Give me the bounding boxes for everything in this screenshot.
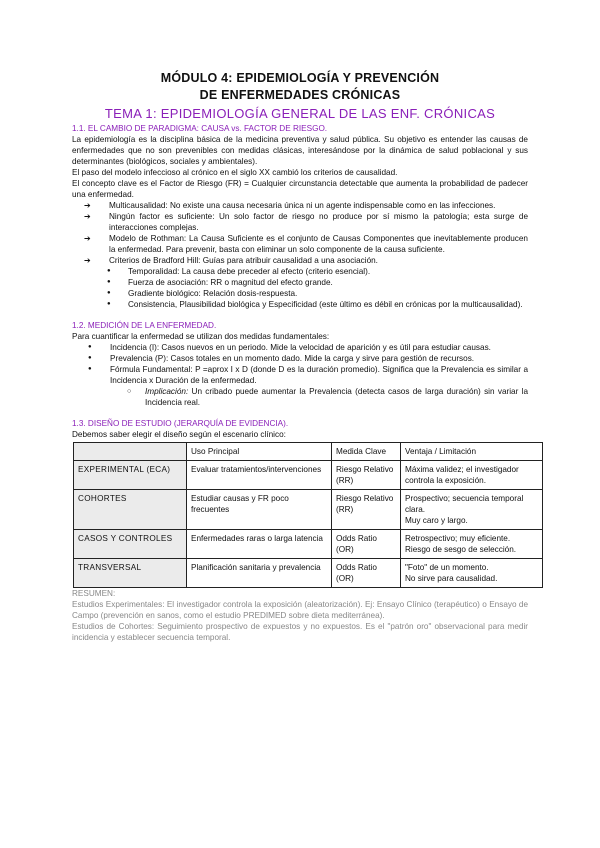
arrow-item-rothman: ➔ Modelo de Rothman: La Causa Suficiente es el conjunto de Causas Componentes que inevitablemente producen la enfermedad. Para prevenir, basta con eliminar un solo componente de la causa suficiente. [72, 233, 528, 255]
sub-item-implicacion [72, 386, 528, 408]
table-header-medida: Medida Clave [332, 443, 401, 461]
arrow-list-causalidad [72, 200, 528, 266]
table-cell-design: COHORTES [74, 490, 187, 530]
table-cell-medida: Riesgo Relativo (RR) [332, 490, 401, 530]
implicacion-label: Implicación: [145, 387, 189, 396]
arrow-item-bradford-hill: ➔ Criterios de Bradford Hill: Guías para atribuir causalidad a una asociación. [72, 255, 528, 266]
section-heading-1-2: 1.2. MEDICIÓN DE LA ENFERMEDAD. [72, 321, 217, 330]
summary-cohortes: Estudios de Cohortes: Seguimiento prospectivo de expuestos y no expuestos. Es el "patrón oro" observacional para medir incidencia y establecer secuencia temporal. [72, 622, 528, 642]
table-row [74, 530, 543, 559]
table-cell-ventaja: Máxima validez; el investigador controla la exposición. [401, 461, 543, 490]
implicacion-text: Un cribado puede aumentar la Prevalencia (detecta casos de larga duración) sin variar la Incidencia real. [145, 387, 528, 407]
table-cell-medida: Riesgo Relativo (RR) [332, 461, 401, 490]
table-cell-medida: Odds Ratio (OR) [332, 530, 401, 559]
bullet-item-incidencia: ● Incidencia (I): Casos nuevos en un periodo. Mide la velocidad de aparición y es útil para estudiar causas. [72, 342, 528, 353]
paragraph-epidemiologia: La epidemiología es la disciplina básica de la medicina preventiva y salud pública. Su objetivo es entender las causas de enfermedades que no son prevenibles con medidas clásicas, interesándose por la dinámica de salud poblacional y sus determinantes (biológicos, sociales y ambientales). [72, 135, 528, 166]
document-page [72, 70, 528, 643]
bullet-list-hill-criteria [72, 266, 528, 310]
table-cell-medida: Odds Ratio (OR) [332, 559, 401, 588]
arrow-item-multicausalidad: ➔ Multicausalidad: No existe una causa necesaria única ni un agente indispensable como en las infecciones. [72, 200, 528, 211]
bullet-list-medidas [72, 342, 528, 386]
section-heading-1-1: 1.1. EL CAMBIO DE PARADIGMA: CAUSA vs. FACTOR DE RIESGO. [72, 124, 328, 133]
table-cell-design: TRANSVERSAL [74, 559, 187, 588]
table-cell-ventaja: Prospectivo; secuencia temporal clara. Muy caro y largo. [401, 490, 543, 530]
bullet-item-consistencia: ● Consistencia, Plausibilidad biológica y Especificidad (este último es débil en crónicas por la multicausalidad). [72, 299, 528, 310]
paragraph-diseno-intro: Debemos saber elegir el diseño según el escenario clínico: [72, 430, 286, 439]
paragraph-medidas-intro: Para cuantificar la enfermedad se utilizan dos medidas fundamentales: [72, 332, 330, 341]
summary-experimentales: Estudios Experimentales: El investigador controla la exposición (aleatorización). Ej: Ensayo Clínico (terapéutico) o Ensayo de Campo (prevención en sanos, como el estudio PREDIMED sobre dieta mediterránea). [72, 600, 528, 620]
table-cell-ventaja: "Foto" de un momento. No sirve para causalidad. [401, 559, 543, 588]
tema-title: TEMA 1: EPIDEMIOLOGÍA GENERAL DE LAS ENF. CRÓNICAS [104, 106, 496, 121]
bullet-item-prevalencia: ● Prevalencia (P): Casos totales en un momento dado. Mide la carga y sirve para gestión de recursos. [72, 353, 528, 364]
table-cell-uso: Estudiar causas y FR poco frecuentes [187, 490, 332, 530]
table-cell-ventaja: Retrospectivo; muy eficiente. Riesgo de sesgo de selección. [401, 530, 543, 559]
module-title-line1: MÓDULO 4: EPIDEMIOLOGÍA Y PREVENCIÓN [160, 71, 440, 85]
table-cell-uso: Evaluar tratamientos/intervenciones [187, 461, 332, 490]
module-title [72, 70, 528, 104]
summary-block [72, 588, 528, 643]
table-cell-uso: Enfermedades raras o larga latencia [187, 530, 332, 559]
table-row [74, 559, 543, 588]
table-cell-uso: Planificación sanitaria y prevalencia [187, 559, 332, 588]
table-row [74, 461, 543, 490]
paragraph-modelo-infeccioso: El paso del modelo infeccioso al crónico en el siglo XX cambió los criterios de causalidad. [72, 168, 398, 177]
arrow-item-ningun-factor: ➔ Ningún factor es suficiente: Un solo factor de riesgo no produce por sí mismo la patología; esta surge de interacciones complejas. [72, 211, 528, 233]
bullet-item-fuerza: ● Fuerza de asociación: RR o magnitud del efecto grande. [72, 277, 528, 288]
module-title-line2: DE ENFERMEDADES CRÓNICAS [199, 88, 401, 102]
bullet-item-temporalidad: ● Temporalidad: La causa debe preceder al efecto (criterio esencial). [72, 266, 528, 277]
table-header-corner [74, 443, 187, 461]
bullet-item-gradiente: ● Gradiente biológico: Relación dosis-respuesta. [72, 288, 528, 299]
paragraph-factor-riesgo: El concepto clave es el Factor de Riesgo (FR) = Cualquier circunstancia detectable que aumenta la probabilidad de padecer una enfermedad. [72, 179, 528, 199]
table-row [74, 490, 543, 530]
summary-label: RESUMEN: [72, 589, 116, 598]
table-header-ventaja: Ventaja / Limitación [401, 443, 543, 461]
table-header-uso: Uso Principal [187, 443, 332, 461]
section-heading-1-3: 1.3. DISEÑO DE ESTUDIO (JERARQUÍA DE EVIDENCIA). [72, 419, 289, 428]
table-header-row [74, 443, 543, 461]
bullet-item-formula: ● Fórmula Fundamental: P =aprox I x D (donde D es la duración promedio). Significa que la Prevalencia es similar a Incidencia x Duración de la enfermedad. [72, 364, 528, 386]
study-design-table [73, 442, 543, 588]
sub-list-implicacion [72, 386, 528, 408]
table-cell-design: EXPERIMENTAL (ECA) [74, 461, 187, 490]
table-cell-design: CASOS Y CONTROLES [74, 530, 187, 559]
